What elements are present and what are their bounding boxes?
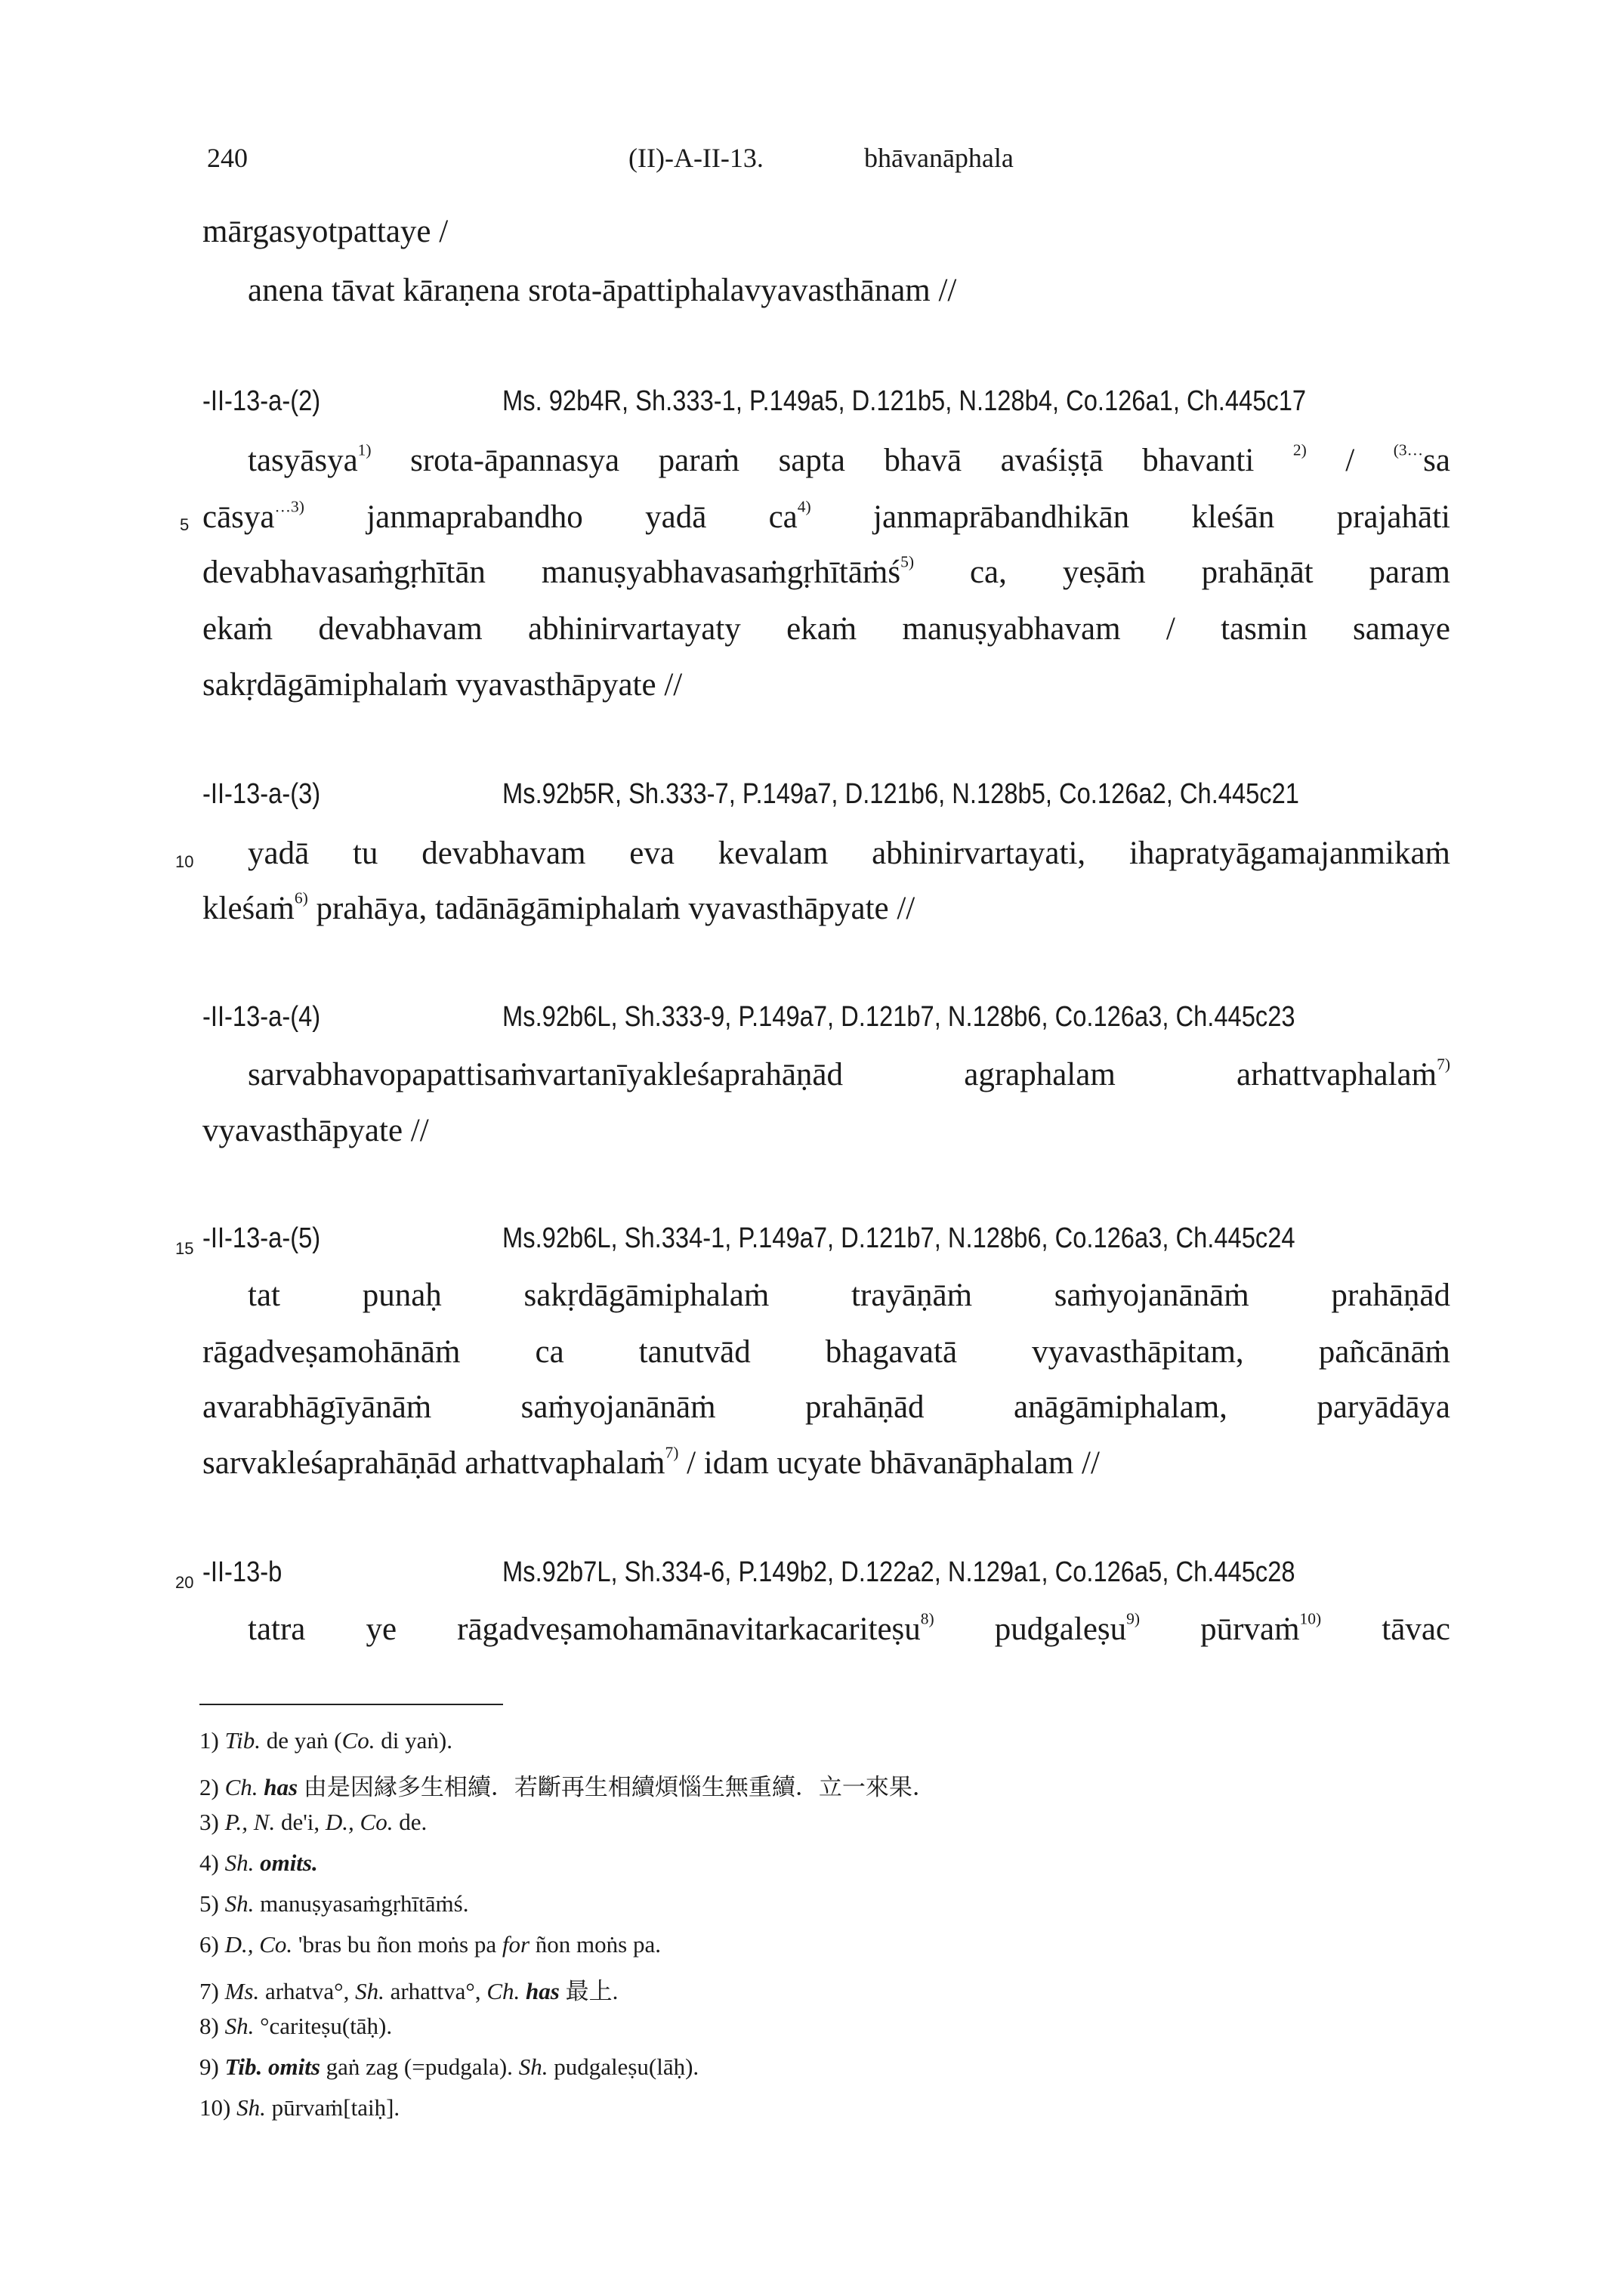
text-line: ekaṁ devabhavam abhinirvartayaty ekaṁ manuṣyabhavam / tasmin samaye [202, 611, 1450, 647]
footnote-marker: 2) [1292, 440, 1307, 459]
footnote: 9) Tib. omits gaṅ zag (=pudgala). Sh. pudgaleṣu(lāḥ). [199, 2053, 699, 2080]
page-number: 240 [207, 143, 248, 173]
footnote-marker: 8) [920, 1609, 934, 1628]
header-section: (II)-A-II-13. [628, 143, 764, 173]
footnote: 2) Ch. has 由是因縁多生相續．若斷再生相續煩惱生無重續．立一來果． [199, 1774, 936, 1800]
text-line: sarvabhavopapattisaṁvartanīyakleśaprahāṇād agraphalam arhattvaphalaṁ$^{7)}$ [248, 1055, 1450, 1092]
text-line: sarvakleśaprahāṇād arhattvaphalaṁ$^{7)}$ / idam ucyate bhāvanāphalam // [202, 1443, 1100, 1481]
section-label: -II-13-a-(3) [202, 778, 321, 810]
line-number: 20 [175, 1573, 194, 1592]
footnote-rule [199, 1704, 503, 1705]
footnote: 5) Sh. manuṣyasaṁgṛhītāṁś. [199, 1890, 469, 1917]
footnote: 10) Sh. pūrvaṁ[taiḥ]. [199, 2094, 400, 2121]
footnote-marker: 4) [797, 497, 811, 516]
text-line: yadā tu devabhavam eva kevalam abhinirvartayati, ihapratyāgamajanmikaṁ [248, 836, 1450, 871]
section-label: -II-13-a-(4) [202, 1001, 321, 1033]
text-line: tat punaḥ sakṛdāgāmiphalaṁ trayāṇāṁ saṁyojanānāṁ prahāṇād [248, 1278, 1450, 1313]
text-line: kleśaṁ$^{6)}$ prahāya, tadānāgāmiphalaṁ vyavasthāpyate // [202, 888, 915, 926]
footnote-marker: 10) [1299, 1609, 1322, 1628]
header-title: bhāvanāphala [864, 143, 1014, 173]
footnote-marker: 7) [665, 1443, 679, 1462]
footnote: 6) D., Co. 'bras bu ñon moṅs pa for ñon moṅs pa. [199, 1931, 661, 1958]
text-line: sakṛdāgāmiphalaṁ vyavasthāpyate // [202, 667, 683, 703]
text-line: avarabhāgīyānāṁ saṁyojanānāṁ prahāṇād anāgāmiphalam, paryādāya [202, 1389, 1450, 1425]
footnote-marker: 1) [357, 440, 372, 459]
source-references: Ms. 92b4R, Sh.333-1, P.149a5, D.121b5, N.128b4, Co.126a1, Ch.445c17 [502, 385, 1307, 417]
section-label: -II-13-b [202, 1556, 283, 1588]
text-line: tatra ye rāgadveṣamohamānavitarkacariteṣu$^{8)}$ pudgaleṣu$^{9)}$ pūrvaṁ$^{10)}$ tāvac [248, 1609, 1451, 1647]
source-references: Ms.92b6L, Sh.333-9, P.149a7, D.121b7, N.128b6, Co.126a3, Ch.445c23 [502, 1001, 1295, 1033]
source-references: Ms.92b5R, Sh.333-7, P.149a7, D.121b6, N.128b5, Co.126a2, Ch.445c21 [502, 778, 1299, 810]
footnote-marker: 5) [900, 552, 915, 571]
footnote-marker: 7) [1437, 1055, 1450, 1074]
section-label: -II-13-a-(2) [202, 385, 321, 417]
text-line: devabhavasaṁgṛhītān manuṣyabhavasaṁgṛhītāṁś$^{5)}$ ca, yeṣāṁ prahāṇāt param [202, 552, 1450, 590]
text-line: anena tāvat kāraṇena srota-āpattiphalavyavasthānam // [248, 273, 957, 308]
footnote: 7) Ms. arhatva°, Sh. arhattva°, Ch. has 最上. [199, 1978, 619, 2004]
line-number: 5 [180, 515, 190, 534]
text-line: cāsya$^{\dots 3)}$ janmaprabandho yadā $ca^{4)}$ janmaprābandhikān kleśān prajahāti [202, 497, 1450, 535]
footnote: 3) P., N. de'i, D., Co. de. [199, 1809, 428, 1835]
footnote: 4) Sh. omits. [199, 1849, 318, 1876]
line-number: 10 [175, 852, 194, 871]
footnote: 8) Sh. °cariteṣu(tāḥ). [199, 2013, 393, 2039]
text-line: rāgadveṣamohānāṁ ca tanutvād bhagavatā vyavasthāpitam, pañcānāṁ [202, 1334, 1450, 1370]
footnote-marker: …3) [274, 497, 304, 516]
text-line: vyavasthāpyate // [202, 1113, 429, 1148]
line-number: 15 [175, 1239, 194, 1258]
source-references: Ms.92b6L, Sh.334-1, P.149a7, D.121b7, N.128b6, Co.126a3, Ch.445c24 [502, 1222, 1295, 1254]
text-line: tasyāsya$^{1)}$ srota-āpannasya paraṁ sapta bhavā avaśiṣṭā bhavanti $^{2)}$ / $^{(3\dots}$sa [248, 440, 1450, 478]
footnote-marker: 9) [1126, 1609, 1141, 1628]
footnote-marker: (3… [1393, 440, 1424, 459]
footnote-marker: 6) [294, 888, 308, 907]
footnote: 1) Tib. de yaṅ (Co. di yaṅ). [199, 1727, 452, 1754]
text-line: mārgasyotpattaye / [202, 214, 449, 249]
source-references: Ms.92b7L, Sh.334-6, P.149b2, D.122a2, N.129a1, Co.126a5, Ch.445c28 [502, 1556, 1295, 1588]
section-label: -II-13-a-(5) [202, 1222, 321, 1254]
